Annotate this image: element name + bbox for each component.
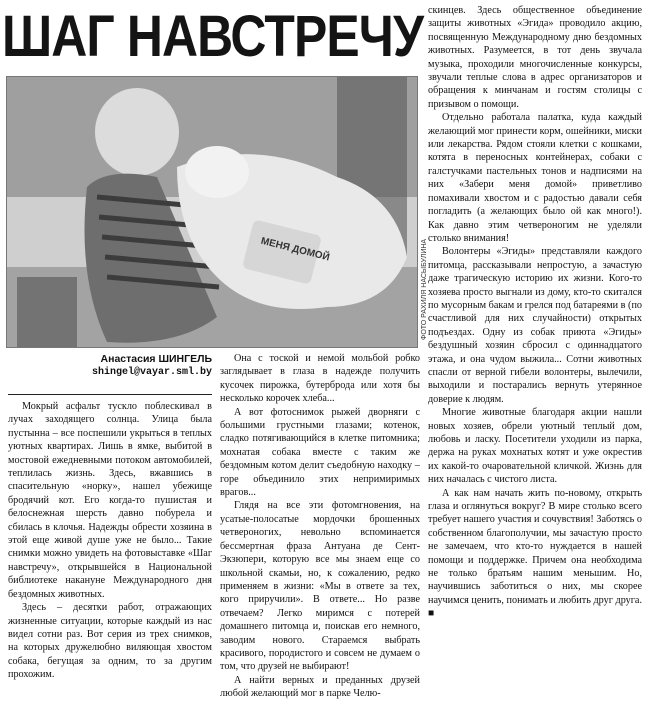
paragraph: Отдельно работала палатка, куда каждый желающий мог принести корм, ошейники, миски или лекарства. Рядом стояли клетки с кошками, котята в переносных контейнерах, собаки с галстучками пастельных тонов и надписями на них «Забери меня домой» приветливо помахивали хвостом и с радостью давали себя погладить (а желающих было ой как много!). Как давно этим четвероногим не уделяли столько внимания! <box>428 112 642 244</box>
paragraph: А вот фотоснимок рыжей дворняги с большими грустными глазами; котенок, сладко потягивающийся в клетке питомника; мохнатая собака вместе с таким же бездомным котом делит съедобную находку – горе объединило этих непримиримых врагов... <box>220 406 420 499</box>
paragraph: Она с тоской и немой мольбой робко заглядывает в глаза в надежде получить кусочек пирожка, бутерброда или хотя бы несколько корочек хлеба... <box>220 353 420 405</box>
paragraph: А найти верных и преданных друзей любой желающий мог в парке Челю- <box>220 674 420 700</box>
author-name: Анастасия ШИНГЕЛЬ <box>100 353 212 365</box>
paragraph: Волонтеры «Эгиды» представляли каждого питомца, рассказывали непростую, а зачастую даже трагическую историю их жизни. Кого-то хозяева просто выгнали из дому, кто-то скитался по мусорным бакам и грелся под батареями в (по счастливой для них случайности) открытых подъездах. Одну из собак приюта «Эгиды» бездушный хозяин сбросил с одиннадцатого этажа, и она чудом выжила... Сотни животных спасли от верной гибели волонтеры, вылечили, выходили и постарались вернуть утерянное доверие к людям. <box>428 246 642 405</box>
text-column-2 <box>220 352 420 718</box>
article-headline: ШАГ НАВСТРЕЧУ <box>2 4 424 69</box>
photo-shirt-text: МЕНЯ ДОМОЙ <box>259 235 331 264</box>
photo-illustration <box>7 77 417 347</box>
paragraph: Мокрый асфальт тускло поблескивал в лучах заходящего солнца. Улица была пустынна – все поспешили укрыться в теплых уютных квартирах. Лишь в ямке, выбитой в мостовой ежедневными потоком автомобилей, теплилась жизнь. Здесь, вжавшись в спасительную «норку», нашел убежище бродячий кот. Его когда-то пушистая и белоснежная шерсть давно побурела и сбилась в клочья. Надежды обрести хозяина в этой еще живой душе уже не было... Такие снимки можно увидеть на фотовыставке «Шаг навстречу», открывшейся в Национальной библиотеке накануне Международного дня бездомных животных. <box>8 401 212 600</box>
paragraph: скинцев. Здесь общественное объединение защиты животных «Эгида» проводило акцию, посвященную Международному дню бездомных животных. Разумеется, в тот день звучала музыка, проходили многочисленные конкурсы, звучали теплые слова в адрес организаторов и обращения к минчанам и гостям столицы с призывом о помощи. <box>428 5 642 110</box>
photo-credit: ФОТО РАХИЛЯ НАСЫБУЛИНА <box>421 238 428 340</box>
text-column-1 <box>8 400 212 718</box>
photo-dog-head <box>185 146 249 198</box>
article-photo <box>6 76 418 348</box>
author-byline <box>8 352 212 380</box>
text-column-3 <box>428 4 642 718</box>
paragraph: Здесь – десятки работ, отражающих жизненные ситуации, которые каждый из нас видел сотни раз. Вот серия из трех снимков, на которых дружелюбно виляющая хвостом собака, бегущая за одним, то за другим прохожим. <box>8 602 212 681</box>
paragraph: А как нам начать жить по-новому, открыть глаза и оглянуться вокруг? В мире столько всего требует нашего участия и сочувствия! Заботясь о собственном благополучии, мы зачастую просто не замечаем, что кто-то нуждается в нашей помощи и поддержке. Причем она необходима не только братьям нашим меньшим. Но, научившись заботиться о них, мы скорее научимся ценить, понимать и любить друг друга. ■ <box>428 487 642 620</box>
photo-person-left <box>17 277 77 347</box>
photo-child-head <box>95 88 179 176</box>
paragraph: Глядя на все эти фотомгновения, на усатые-полосатые мордочки брошенных четвероногих, невольно вспоминается бессмертная фраза Антуана де Сент-Экзюпери, которую все мы знаем еще со школьной скамьи, но, к сожалению, редко применяем в жизни: «Мы в ответе за тех, кого приручили». В ответе... Но разве отвечаем? Легко миримся с потерей домашнего питомца и, поискав его немного, заводим нового. Стараемся выбрать красивого, породистого и совсем не думаем о том, что друзей не выбирают! <box>220 500 420 673</box>
author-email: shingel@vayar.sml.by <box>91 367 212 378</box>
byline-divider <box>8 394 212 395</box>
paragraph: Многие животные благодаря акции нашли новых хозяев, обрели уютный теплый дом, любовь и ласку. Посетители уходили из парка, держа на руках мохнатых котят и уже окрестив их какой-то очаровательной кличкой. Жизнь для них началась с чистого листа. <box>428 407 642 486</box>
